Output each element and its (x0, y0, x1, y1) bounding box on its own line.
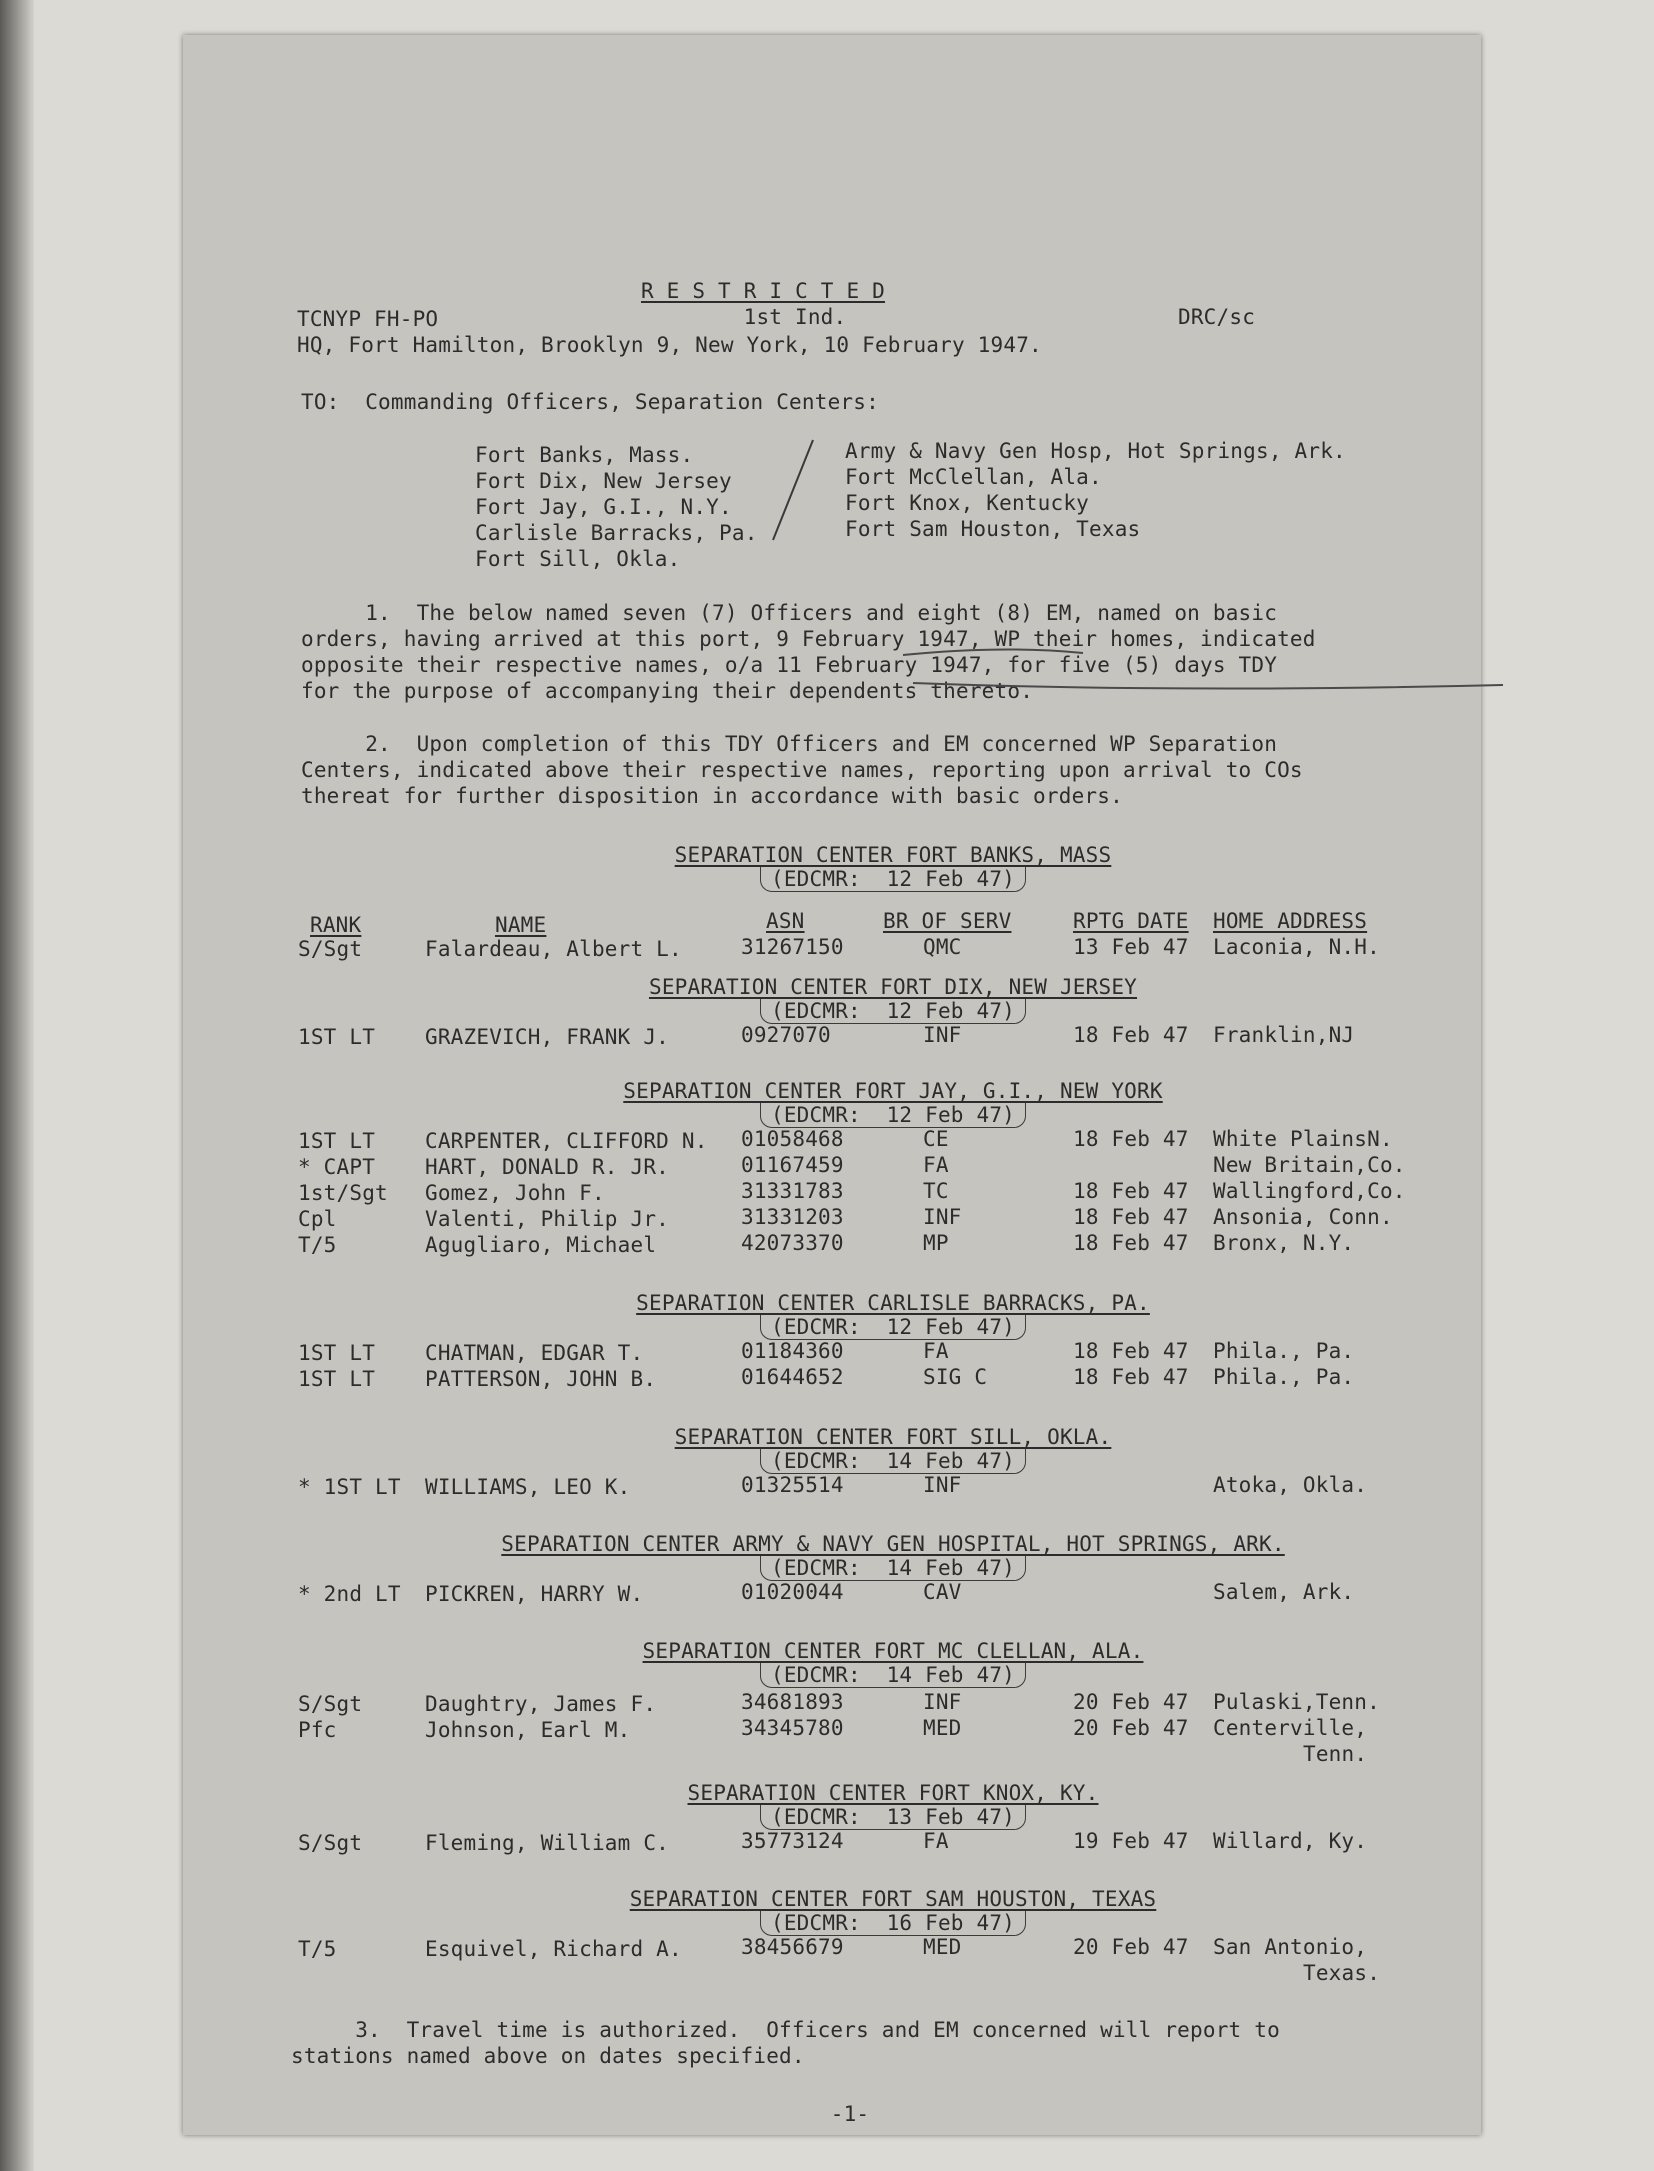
center-title: SEPARATION CENTER FORT BANKS, MASS (674, 843, 1112, 867)
center-edcmr-date: (EDCMR: 14 Feb 47) (760, 1663, 1026, 1688)
roster-name: Falardeau, Albert L. (425, 937, 682, 961)
paragraph-line: stations named above on dates specified. (291, 2044, 805, 2068)
roster-branch: INF (923, 1473, 962, 1497)
roster-home-address-cont: Texas. (1303, 1961, 1381, 1985)
addressee: Fort Sill, Okla. (475, 547, 681, 571)
column-header-asn: ASN (766, 909, 805, 933)
roster-branch: QMC (923, 935, 962, 959)
center-title: SEPARATION CENTER CARLISLE BARRACKS, PA. (636, 1291, 1150, 1315)
roster-home-address: Phila., Pa. (1213, 1365, 1355, 1389)
paragraph-line: thereat for further disposition in accordance with basic orders. (301, 784, 1123, 808)
roster-home-address: Willard, Ky. (1213, 1829, 1368, 1853)
addressee-divider-slash (768, 435, 818, 545)
scan-edge-shadow (0, 0, 34, 2171)
roster-rank: 1st/Sgt (298, 1181, 388, 1205)
column-header-home-address: HOME ADDRESS (1213, 909, 1368, 933)
roster-name: Agugliaro, Michael (425, 1233, 657, 1257)
center-title: SEPARATION CENTER FORT JAY, G.I., NEW YORK (623, 1079, 1163, 1103)
roster-rank: S/Sgt (298, 1692, 363, 1716)
roster-branch: INF (923, 1205, 962, 1229)
roster-rank: S/Sgt (298, 937, 363, 961)
roster-branch: CAV (923, 1580, 962, 1604)
roster-report-date: 18 Feb 47 (1073, 1365, 1189, 1389)
column-header-branch: BR OF SERV (883, 909, 1012, 933)
roster-asn: 31267150 (741, 935, 844, 959)
roster-report-date: 19 Feb 47 (1073, 1829, 1189, 1853)
roster-report-date: 18 Feb 47 (1073, 1127, 1189, 1151)
roster-asn: 01058468 (741, 1127, 844, 1151)
roster-name: WILLIAMS, LEO K. (425, 1475, 631, 1499)
roster-report-date: 18 Feb 47 (1073, 1023, 1189, 1047)
roster-branch: INF (923, 1023, 962, 1047)
roster-asn: 31331203 (741, 1205, 844, 1229)
roster-rank: T/5 (298, 1937, 337, 1961)
classification-heading: R E S T R I C T E D (640, 279, 886, 303)
roster-branch: FA (923, 1339, 949, 1363)
center-edcmr-date: (EDCMR: 12 Feb 47) (760, 1103, 1026, 1128)
addressee: Fort Jay, G.I., N.Y. (475, 495, 732, 519)
center-edcmr-date: (EDCMR: 12 Feb 47) (760, 999, 1026, 1024)
center-title: SEPARATION CENTER FORT SILL, OKLA. (674, 1425, 1112, 1449)
roster-name: Valenti, Philip Jr. (425, 1207, 670, 1231)
roster-rank: T/5 (298, 1233, 337, 1257)
origin-line: HQ, Fort Hamilton, Brooklyn 9, New York, 10 February 1947. (297, 333, 1042, 357)
roster-asn: 34681893 (741, 1690, 844, 1714)
roster-report-date: 20 Feb 47 (1073, 1716, 1189, 1740)
addressee: Fort McClellan, Ala. (845, 465, 1102, 489)
roster-asn: 35773124 (741, 1829, 844, 1853)
roster-asn: 42073370 (741, 1231, 844, 1255)
roster-home-address: Phila., Pa. (1213, 1339, 1355, 1363)
roster-home-address: Salem, Ark. (1213, 1580, 1355, 1604)
addressee: Carlisle Barracks, Pa. (475, 521, 758, 545)
roster-rank: Cpl (298, 1207, 337, 1231)
roster-report-date: 18 Feb 47 (1073, 1339, 1189, 1363)
paragraph-line: 3. Travel time is authorized. Officers and EM concerned will report to (291, 2018, 1280, 2042)
roster-report-date: 18 Feb 47 (1073, 1205, 1189, 1229)
roster-branch: MED (923, 1716, 962, 1740)
roster-report-date: 18 Feb 47 (1073, 1179, 1189, 1203)
roster-report-date: 13 Feb 47 (1073, 935, 1189, 959)
center-title: SEPARATION CENTER FORT KNOX, KY. (687, 1781, 1099, 1805)
roster-branch: INF (923, 1690, 962, 1714)
roster-asn: 01325514 (741, 1473, 844, 1497)
roster-asn: 01184360 (741, 1339, 844, 1363)
paragraph-line: opposite their respective names, o/a 11 February 1947, for five (5) days TDY (301, 653, 1278, 677)
center-edcmr-date: (EDCMR: 12 Feb 47) (760, 867, 1026, 892)
roster-rank: 1ST LT (298, 1129, 376, 1153)
roster-branch: TC (923, 1179, 949, 1203)
roster-asn: 38456679 (741, 1935, 844, 1959)
roster-rank: 1ST LT (298, 1367, 376, 1391)
paragraph-line: 1. The below named seven (7) Officers and eight (8) EM, named on basic (301, 601, 1278, 625)
roster-report-date: 18 Feb 47 (1073, 1231, 1189, 1255)
indorsement-label: 1st Ind. (743, 305, 847, 329)
roster-asn: 0927070 (741, 1023, 831, 1047)
roster-name: CHATMAN, EDGAR T. (425, 1341, 644, 1365)
roster-branch: FA (923, 1153, 949, 1177)
center-title: SEPARATION CENTER FORT SAM HOUSTON, TEXAS (629, 1887, 1157, 1911)
center-title: SEPARATION CENTER ARMY & NAVY GEN HOSPITAL, HOT SPRINGS, ARK. (501, 1532, 1285, 1556)
center-title: SEPARATION CENTER FORT DIX, NEW JERSEY (648, 975, 1138, 999)
column-header-report-date: RPTG DATE (1073, 909, 1189, 933)
addressee: Fort Banks, Mass. (475, 443, 694, 467)
addressee: Fort Knox, Kentucky (845, 491, 1090, 515)
roster-name: Fleming, William C. (425, 1831, 670, 1855)
center-edcmr-date: (EDCMR: 16 Feb 47) (760, 1911, 1026, 1936)
reference-initials: DRC/sc (1178, 305, 1256, 329)
roster-asn: 01020044 (741, 1580, 844, 1604)
center-edcmr-date: (EDCMR: 13 Feb 47) (760, 1805, 1026, 1830)
roster-rank: * 1ST LT (298, 1475, 401, 1499)
roster-asn: 31331783 (741, 1179, 844, 1203)
addressee: Fort Dix, New Jersey (475, 469, 732, 493)
roster-branch: MP (923, 1231, 949, 1255)
roster-home-address: Franklin,NJ (1213, 1023, 1355, 1047)
office-symbol: TCNYP FH-PO (297, 307, 439, 331)
roster-asn: 34345780 (741, 1716, 844, 1740)
to-line: TO: Commanding Officers, Separation Centers: (301, 390, 879, 414)
roster-asn: 01644652 (741, 1365, 844, 1389)
paragraph-line: Centers, indicated above their respective names, reporting upon arrival to COs (301, 758, 1303, 782)
roster-home-address: Bronx, N.Y. (1213, 1231, 1355, 1255)
roster-rank: 1ST LT (298, 1025, 376, 1049)
roster-name: Johnson, Earl M. (425, 1718, 631, 1742)
roster-home-address: Ansonia, Conn. (1213, 1205, 1393, 1229)
column-header-rank: RANK (310, 913, 362, 937)
roster-asn: 01167459 (741, 1153, 844, 1177)
roster-rank: 1ST LT (298, 1341, 376, 1365)
roster-name: PICKREN, HARRY W. (425, 1582, 644, 1606)
center-edcmr-date: (EDCMR: 14 Feb 47) (760, 1556, 1026, 1581)
column-header-name: NAME (495, 913, 547, 937)
roster-name: Gomez, John F. (425, 1181, 605, 1205)
paragraph-line: for the purpose of accompanying their dependents thereto. (301, 679, 1034, 703)
roster-rank: S/Sgt (298, 1831, 363, 1855)
roster-name: PATTERSON, JOHN B. (425, 1367, 657, 1391)
roster-name: GRAZEVICH, FRANK J. (425, 1025, 670, 1049)
roster-name: HART, DONALD R. JR. (425, 1155, 670, 1179)
roster-home-address: Atoka, Okla. (1213, 1473, 1368, 1497)
roster-home-address: New Britain,Co. (1213, 1153, 1406, 1177)
addressee: Army & Navy Gen Hosp, Hot Springs, Ark. (845, 439, 1346, 463)
roster-name: CARPENTER, CLIFFORD N. (425, 1129, 708, 1153)
roster-name: Esquivel, Richard A. (425, 1937, 682, 1961)
addressee: Fort Sam Houston, Texas (845, 517, 1141, 541)
roster-home-address: White PlainsN. (1213, 1127, 1393, 1151)
roster-branch: SIG C (923, 1365, 988, 1389)
document-page (183, 35, 1481, 2135)
roster-report-date: 20 Feb 47 (1073, 1690, 1189, 1714)
roster-home-address-cont: Tenn. (1303, 1742, 1368, 1766)
roster-branch: CE (923, 1127, 949, 1151)
center-title: SEPARATION CENTER FORT MC CLELLAN, ALA. (642, 1639, 1144, 1663)
roster-rank: * CAPT (298, 1155, 376, 1179)
roster-branch: FA (923, 1829, 949, 1853)
roster-name: Daughtry, James F. (425, 1692, 657, 1716)
paragraph-line: 2. Upon completion of this TDY Officers and EM concerned WP Separation (301, 732, 1278, 756)
roster-home-address: San Antonio, (1213, 1935, 1368, 1959)
center-edcmr-date: (EDCMR: 14 Feb 47) (760, 1449, 1026, 1474)
handwritten-underline (883, 643, 1523, 713)
roster-home-address: Centerville, (1213, 1716, 1368, 1740)
roster-rank: * 2nd LT (298, 1582, 401, 1606)
roster-report-date: 20 Feb 47 (1073, 1935, 1189, 1959)
roster-branch: MED (923, 1935, 962, 1959)
roster-rank: Pfc (298, 1718, 337, 1742)
roster-home-address: Laconia, N.H. (1213, 935, 1380, 959)
center-edcmr-date: (EDCMR: 12 Feb 47) (760, 1315, 1026, 1340)
paragraph-line: orders, having arrived at this port, 9 February 1947, WP their homes, indicated (301, 627, 1316, 651)
roster-home-address: Wallingford,Co. (1213, 1179, 1406, 1203)
roster-home-address: Pulaski,Tenn. (1213, 1690, 1380, 1714)
page-number: -1- (830, 2102, 870, 2126)
